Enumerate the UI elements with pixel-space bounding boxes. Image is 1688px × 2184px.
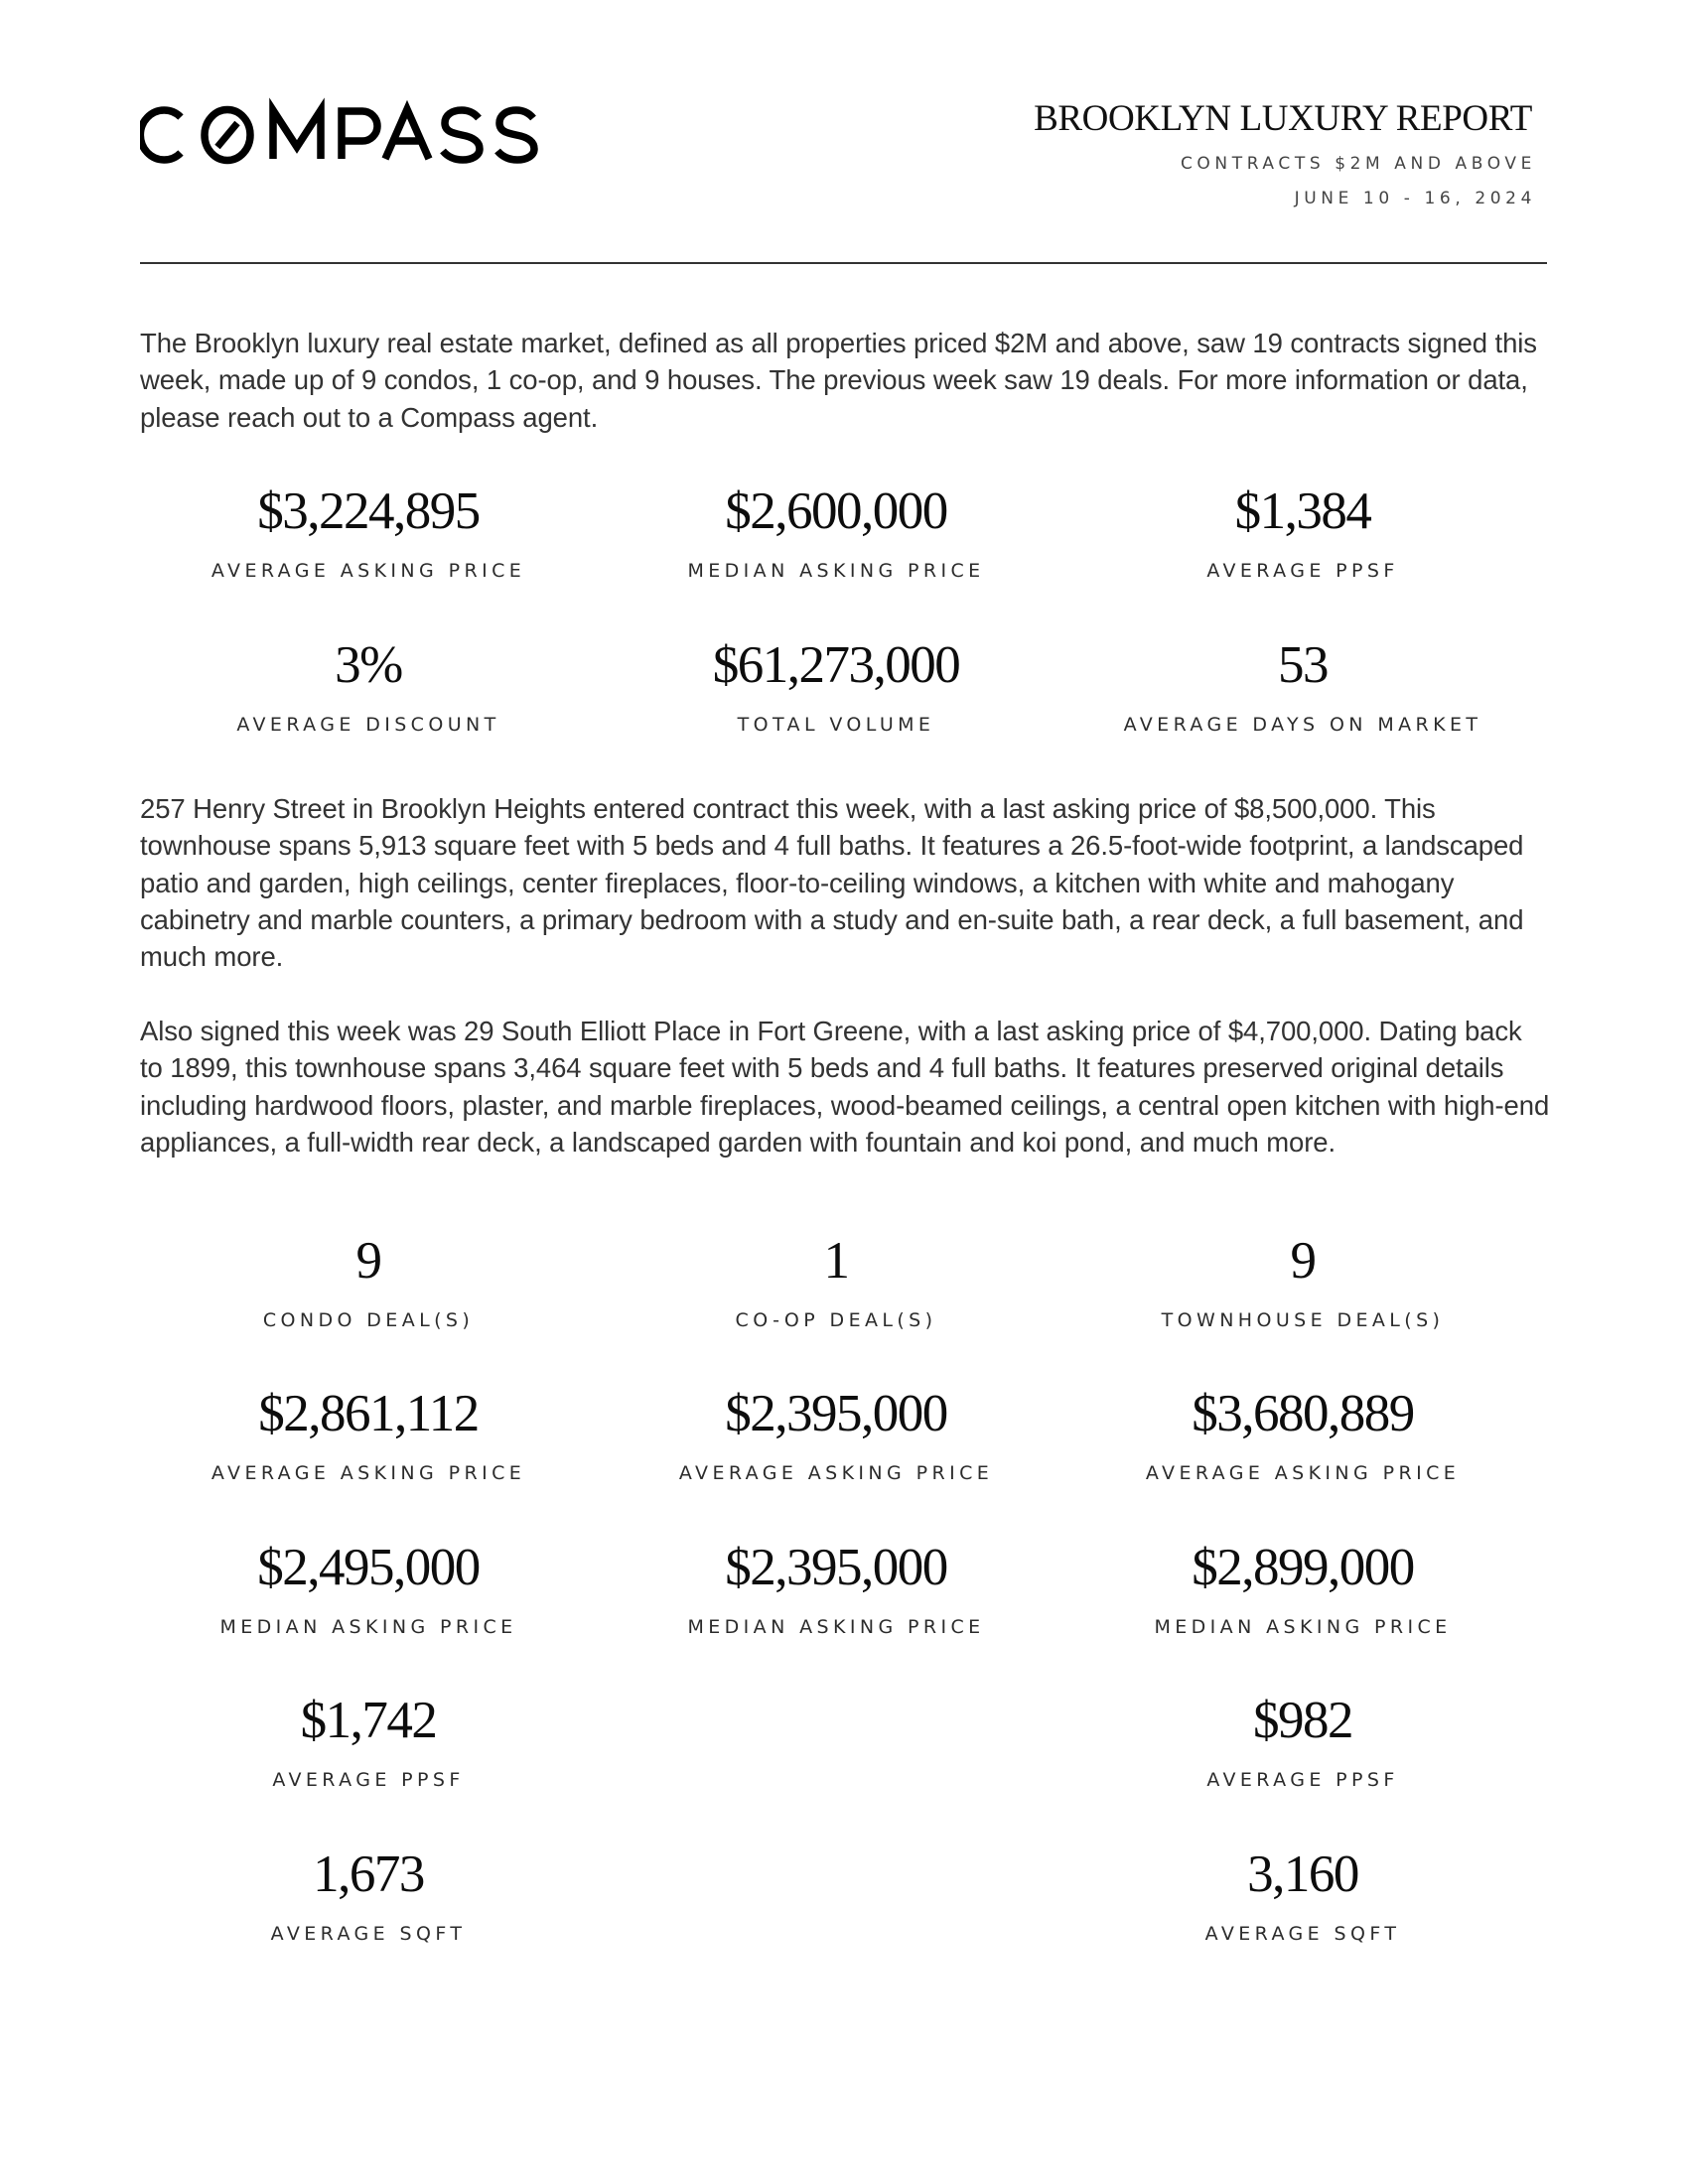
- stat-label: MEDIAN ASKING PRICE: [219, 1616, 517, 1638]
- stat-value: 9: [1290, 1232, 1316, 1290]
- stat-label: AVERAGE PPSF: [1206, 560, 1399, 582]
- compass-logo: [140, 95, 567, 165]
- townhouse-average-sqft: [1074, 1844, 1531, 1946]
- stat-value: 53: [1278, 636, 1328, 694]
- report-date-range: JUNE 10 - 16, 2024: [1294, 189, 1536, 208]
- stat-value: $2,899,000: [1192, 1539, 1414, 1596]
- intro-paragraph: The Brooklyn luxury real estate market, defined as all properties priced $2M and above, saw 19 contracts signed this week, made up of 9 condos, 1 co-op, and 9 houses. The previous week saw 19 deals. For more information or data, please reach out to a Compass agent.: [140, 328, 1537, 433]
- stat-average-asking-price: [140, 481, 597, 583]
- stat-value: $1,742: [300, 1692, 437, 1749]
- coop-deals: [608, 1231, 1064, 1332]
- stat-label: MEDIAN ASKING PRICE: [687, 1616, 985, 1638]
- stat-average-days-on-market: [1074, 635, 1531, 737]
- stat-label: AVERAGE PPSF: [272, 1769, 465, 1791]
- stat-value: 3%: [335, 636, 402, 694]
- townhouse-deals: [1074, 1231, 1531, 1332]
- condo-deals: [140, 1231, 597, 1332]
- stat-value: $2,495,000: [257, 1539, 480, 1596]
- stat-value: $2,861,112: [258, 1385, 479, 1442]
- stat-label: AVERAGE ASKING PRICE: [1145, 1462, 1461, 1484]
- highlight-paragraph-2: Also signed this week was 29 South Elliott Place in Fort Greene, with a last asking price of $4,700,000. Dating back to 1899, this townhouse spans 3,464 square feet with 5 beds and 4 full baths. It features preserved original details including hardwood floors, plaster, and marble fireplaces, wood-beamed ceilings, a central open kitchen with high-end appliances, a full-width rear deck, a landscaped garden with fountain and koi pond, and much more.: [140, 1016, 1550, 1158]
- report-subtitle: CONTRACTS $2M AND ABOVE: [1180, 154, 1536, 174]
- stat-label: CO-OP DEAL(S): [735, 1309, 937, 1331]
- stat-label: AVERAGE ASKING PRICE: [678, 1462, 994, 1484]
- stat-average-ppsf: [1074, 481, 1531, 583]
- stat-label: AVERAGE SQFT: [270, 1923, 467, 1945]
- stat-label: TOWNHOUSE DEAL(S): [1161, 1309, 1445, 1331]
- stat-value: $61,273,000: [712, 636, 960, 694]
- townhouse-average-asking-price: [1074, 1384, 1531, 1485]
- highlight-paragraph-1: 257 Henry Street in Brooklyn Heights entered contract this week, with a last asking price of $8,500,000. This townhouse spans 5,913 square feet with 5 beds and 4 full baths. It features a 26.5-foot-wide footprint, a landscaped patio and garden, high ceilings, center fireplaces, floor-to-ceiling windows, a kitchen with white and mahogany cabinetry and marble counters, a primary bedroom with a study and en-suite bath, a rear deck, a full basement, and much more.: [140, 793, 1524, 973]
- stat-label: AVERAGE DISCOUNT: [236, 714, 500, 736]
- stat-label: AVERAGE PPSF: [1206, 1769, 1399, 1791]
- stat-value: 9: [355, 1232, 381, 1290]
- stat-total-volume: [608, 635, 1064, 737]
- townhouse-average-ppsf: [1074, 1691, 1531, 1792]
- stat-label: AVERAGE DAYS ON MARKET: [1123, 714, 1482, 736]
- stat-value: $3,224,895: [257, 482, 480, 540]
- stat-label: AVERAGE SQFT: [1204, 1923, 1401, 1945]
- stat-label: CONDO DEAL(S): [262, 1309, 475, 1331]
- report-title: BROOKLYN LUXURY REPORT: [1034, 98, 1532, 139]
- stat-value: $3,680,889: [1192, 1385, 1414, 1442]
- coop-median-asking-price: [608, 1538, 1064, 1639]
- stat-value: 1,673: [313, 1845, 424, 1903]
- stat-average-discount: [140, 635, 597, 737]
- stat-value: $1,384: [1234, 482, 1371, 540]
- stat-label: MEDIAN ASKING PRICE: [687, 560, 985, 582]
- stat-median-asking-price: [608, 481, 1064, 583]
- condo-average-ppsf: [140, 1691, 597, 1792]
- townhouse-median-asking-price: [1074, 1538, 1531, 1639]
- stat-value: 3,160: [1247, 1845, 1358, 1903]
- condo-median-asking-price: [140, 1538, 597, 1639]
- stat-value: $2,395,000: [725, 1539, 947, 1596]
- stat-value: $2,600,000: [725, 482, 947, 540]
- stat-label: TOTAL VOLUME: [737, 714, 935, 736]
- stat-label: MEDIAN ASKING PRICE: [1154, 1616, 1452, 1638]
- stat-value: 1: [823, 1232, 849, 1290]
- condo-average-sqft: [140, 1844, 597, 1946]
- condo-average-asking-price: [140, 1384, 597, 1485]
- coop-average-asking-price: [608, 1384, 1064, 1485]
- header-divider: [140, 262, 1547, 264]
- stat-value: $2,395,000: [725, 1385, 947, 1442]
- stat-label: AVERAGE ASKING PRICE: [211, 560, 526, 582]
- stat-value: $982: [1253, 1692, 1352, 1749]
- stat-label: AVERAGE ASKING PRICE: [211, 1462, 526, 1484]
